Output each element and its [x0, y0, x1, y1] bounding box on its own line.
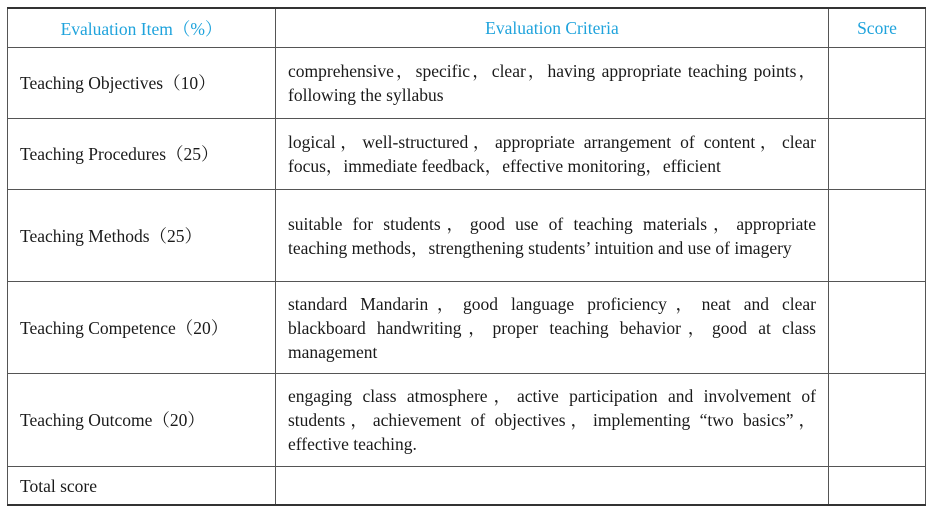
- score-cell: [829, 190, 926, 282]
- header-score: Score: [829, 8, 926, 48]
- total-criteria-cell: [276, 467, 829, 506]
- header-evaluation-criteria: Evaluation Criteria: [276, 8, 829, 48]
- total-score-cell: [829, 467, 926, 506]
- score-cell: [829, 119, 926, 190]
- table-row: [8, 190, 926, 282]
- evaluation-table-container: [7, 7, 925, 506]
- evaluation-criteria-cell: standard Mandarin，good language proficiency，neat and clear blackboard handwriting，proper teaching behavior，good at class management: [276, 282, 829, 374]
- evaluation-criteria-cell: suitable for students，good use of teaching materials，appropriate teaching methods，strengthening students’ intuition and use of imagery: [276, 190, 829, 282]
- table-row: [8, 119, 926, 190]
- evaluation-criteria-cell: comprehensive，specific，clear，having appropriate teaching points，following the syllabus: [276, 48, 829, 119]
- table-row: [8, 48, 926, 119]
- header-row: [8, 8, 926, 48]
- header-evaluation-item: Evaluation Item（%）: [8, 8, 276, 48]
- evaluation-criteria-cell: engaging class atmosphere，active participation and involvement of students，achievement of objectives，implementing “two basics”，effective teaching.: [276, 374, 829, 467]
- total-row: [8, 467, 926, 506]
- score-cell: [829, 48, 926, 119]
- score-cell: [829, 282, 926, 374]
- total-score-label: Total score: [8, 467, 276, 506]
- evaluation-criteria-cell: logical，well-structured，appropriate arrangement of content，clear focus，immediate feedback，effective monitoring，efficient: [276, 119, 829, 190]
- evaluation-item-cell: Teaching Methods（25）: [8, 190, 276, 282]
- evaluation-item-cell: Teaching Outcome（20）: [8, 374, 276, 467]
- evaluation-table: [7, 7, 926, 506]
- score-cell: [829, 374, 926, 467]
- evaluation-item-cell: Teaching Objectives（10）: [8, 48, 276, 119]
- table-row: [8, 282, 926, 374]
- evaluation-item-cell: Teaching Competence（20）: [8, 282, 276, 374]
- evaluation-item-cell: Teaching Procedures（25）: [8, 119, 276, 190]
- table-row: [8, 374, 926, 467]
